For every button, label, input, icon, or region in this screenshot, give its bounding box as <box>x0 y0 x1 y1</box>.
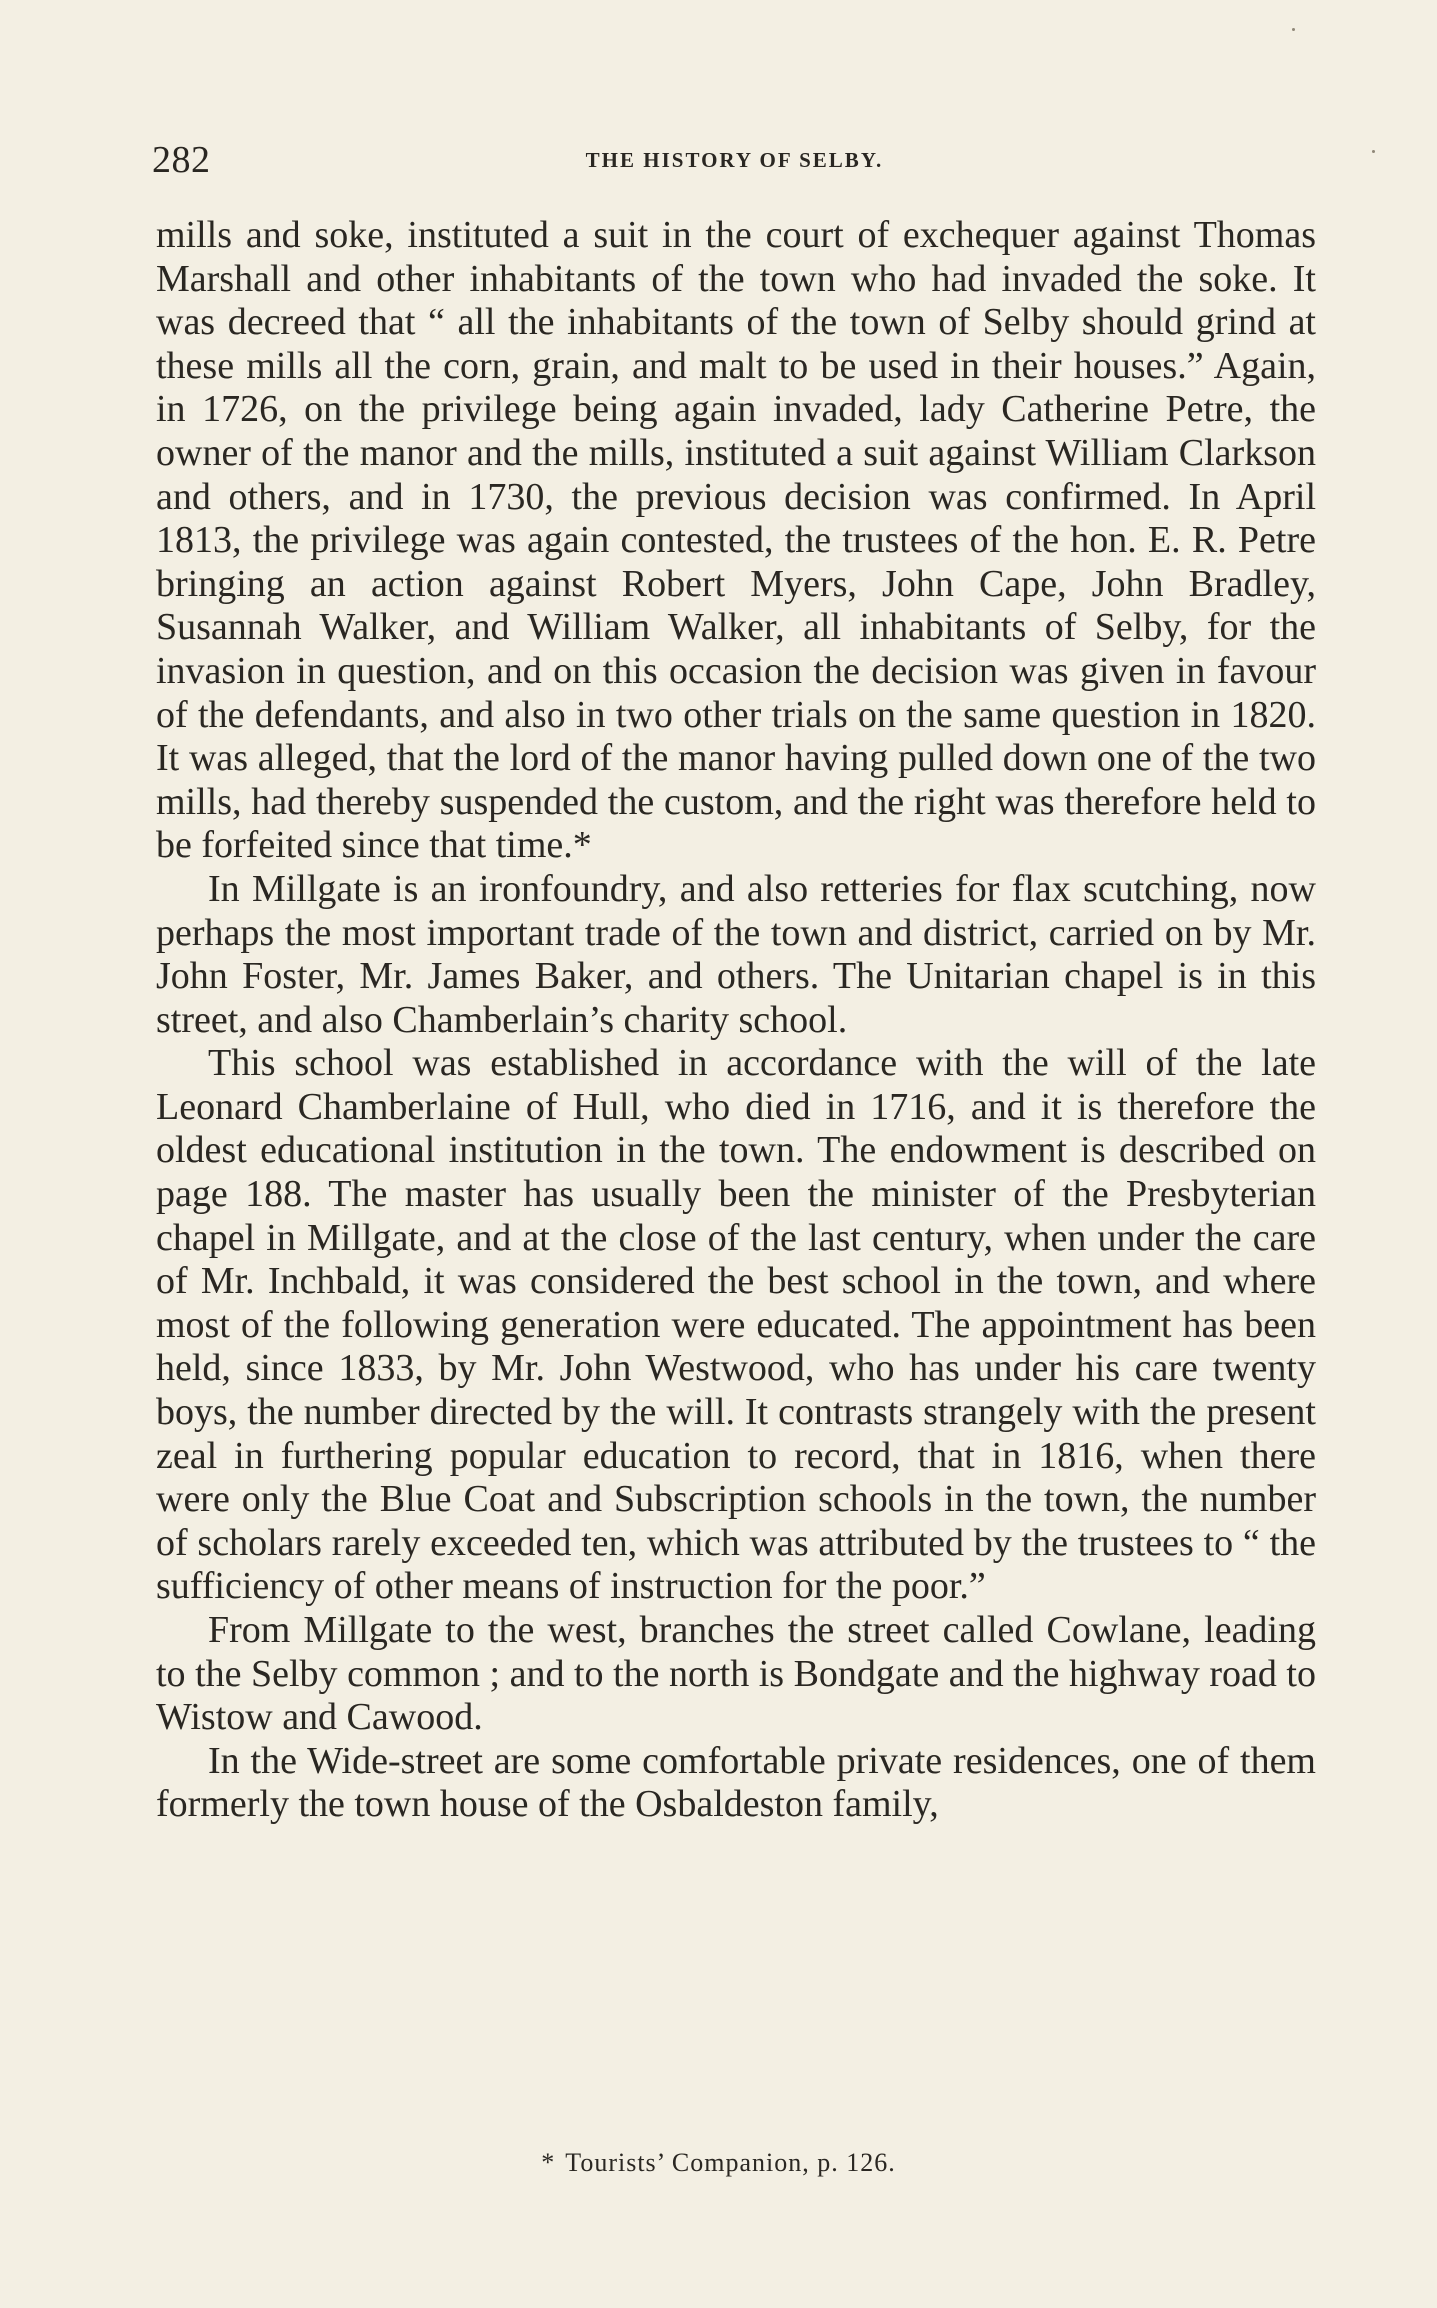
body-text <box>156 214 1316 1827</box>
paragraph-millgate-ironfoundry: In Millgate is an ironfoundry, and also retteries for flax scutching, now perhaps the most important trade of the town and district, carried on by Mr. John Foster, Mr. James Baker, and others. The Unitarian chapel is in this street, and also Chamberlain’s charity school. <box>156 867 1316 1041</box>
paragraph-cowlane: From Millgate to the west, branches the street called Cowlane, leading to the Selby common ; and to the north is Bondgate and the highway road to Wistow and Cawood. <box>156 1609 1316 1739</box>
page-number: 282 <box>152 139 211 181</box>
footnote <box>0 2148 1437 2178</box>
running-title: THE HISTORY OF SELBY. <box>585 148 884 172</box>
paragraph-charity-school: This school was established in accordance with the will of the late Leonard Chamberlaine of Hull, who died in 1716, and it is therefore the oldest educational institution in the town. The endowment is described on page 188. The master has usually been the minister of the Presbyterian chapel in Millgate, and at the close of the last century, when under the care of Mr. Inchbald, it was considered the best school in the town, and where most of the following generation were educated. The appointment has been held, since 1833, by Mr. John Westwood, who has under his care twenty boys, the number directed by the will. It contrasts strangely with the present zeal in furthering popular education to record, that in 1816, when there were only the Blue Coat and Subscription schools in the town, the number of scholars rarely exceeded ten, which was attributed by the trustees to “ the sufficiency of other means of instruction for the poor.” <box>156 1042 1316 1608</box>
footnote-text: Tourists’ Companion, p. 126. <box>565 2148 896 2177</box>
paper-speck <box>1292 28 1295 31</box>
page-header <box>152 138 1317 188</box>
footnote-mark: * <box>541 2148 556 2177</box>
paper-speck <box>1372 150 1375 153</box>
paragraph-wide-street: In the Wide-street are some comfortable private residences, one of them formerly the town house of the Osbaldeston family, <box>156 1739 1316 1826</box>
paragraph-mills-and-soke: mills and soke, instituted a suit in the court of exchequer against Thomas Marshall and other inhabitants of the town who had invaded the soke. It was decreed that “ all the inhabitants of the town of Selby should grind at these mills all the corn, grain, and malt to be used in their houses.” Again, in 1726, on the privilege being again invaded, lady Catherine Petre, the owner of the manor and the mills, instituted a suit against William Clarkson and others, and in 1730, the previous decision was confirmed. In April 1813, the privilege was again contested, the trustees of the hon. E. R. Petre bringing an action against Robert Myers, John Cape, John Bradley, Susannah Walker, and William Walker, all inhabitants of Selby, for the invasion in question, and on this occasion the decision was given in favour of the defendants, and also in two other trials on the same question in 1820. It was alleged, that the lord of the manor having pulled down one of the two mills, had thereby suspended the custom, and the right was therefore held to be forfeited since that time.* <box>156 214 1316 867</box>
